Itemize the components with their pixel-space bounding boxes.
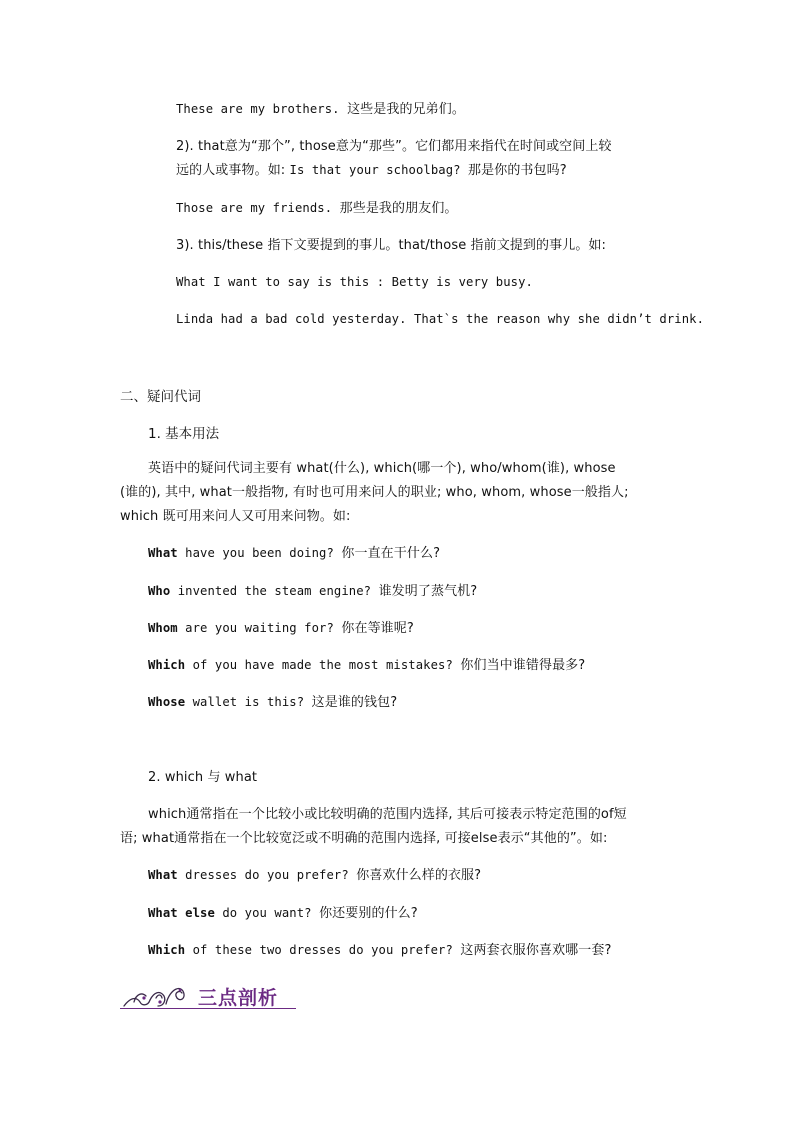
paragraph-text: 英语中的疑问代词主要有 what(什么), which(哪一个), who/whom(谁), whose [148, 461, 616, 476]
paragraph-text: (谁的), 其中, what一般指物, 有时也可用来问人的职业; who, whom, whose一般指人; [120, 485, 629, 500]
english-text: of you have made the most mistakes? [185, 658, 461, 672]
paragraph-text: 3). this/these 指下文要提到的事儿。that/those 指前文提到的事儿。如: [176, 238, 606, 253]
floral-ornament-icon [120, 978, 196, 1010]
subsection-heading [148, 769, 257, 786]
section-title: 三点剖析 [198, 987, 279, 1009]
chinese-text: 这是谁的钱包? [311, 695, 398, 710]
example-line [148, 867, 481, 884]
example-line [176, 311, 704, 327]
subsection-text: 2. which 与 what [148, 770, 258, 785]
example-line [148, 657, 585, 674]
paragraph-line [120, 508, 350, 525]
chinese-text: 谁发明了蒸气机? [378, 584, 478, 599]
example-line [148, 545, 440, 562]
english-text: of these two dresses do you prefer? [185, 943, 461, 957]
example-line [148, 620, 414, 637]
title-underline [120, 1008, 296, 1009]
keyword: Which [148, 658, 186, 672]
section-banner [120, 978, 296, 1012]
chinese-text: 那些是我的朋友们。 [339, 201, 458, 216]
keyword: Which [148, 943, 186, 957]
keyword: Whom [148, 621, 178, 635]
chinese-text: 这些是我的兄弟们。 [347, 102, 465, 117]
paragraph-text: which 既可用来问人又可用来问物。如: [120, 509, 351, 524]
paragraph-text: 2). that意为“那个”, those意为“那些”。它们都用来指代在时间或空间上较 [176, 139, 612, 154]
chinese-text: 你一直在干什么? [341, 546, 441, 561]
english-text: have you been doing? [177, 546, 342, 560]
section-heading: 二、疑问代词 [120, 389, 201, 405]
keyword: What [148, 868, 178, 882]
paragraph-line [120, 484, 629, 501]
chinese-text: 你还要别的什么? [319, 906, 418, 921]
paragraph-line [176, 138, 612, 155]
paragraph-line [176, 237, 606, 254]
english-text: Is that your schoolbag? [289, 163, 469, 177]
paragraph-text: 语; what通常指在一个比较宽泛或不明确的范围内选择, 可接else表示“其他的”。如: [120, 831, 608, 846]
example-line [176, 200, 458, 217]
chinese-text: 那是你的书包吗? [468, 163, 567, 178]
paragraph-text: which通常指在一个比较小或比较明确的范围内选择, 其后可接表示特定范围的of短 [148, 807, 627, 822]
chinese-text: 你们当中谁错得最多? [460, 658, 586, 673]
chinese-text: 你喜欢什么样的衣服? [356, 868, 482, 883]
paragraph-line [176, 162, 567, 179]
chinese-text: 你在等谁呢? [341, 621, 414, 636]
english-text: do you want? [214, 906, 320, 920]
paragraph-line [148, 806, 627, 823]
english-text: Linda had a bad cold yesterday. That`s the reason why she didn’t drink. [176, 312, 705, 326]
english-text: invented the steam engine? [170, 584, 379, 598]
english-text: These are my brothers. [176, 102, 348, 116]
english-text: What I want to say is this : Betty is very busy. [176, 275, 533, 289]
keyword: Who [148, 584, 171, 598]
example-line [148, 583, 477, 600]
keyword: What else [148, 906, 215, 920]
paragraph-text: 远的人或事物。如: [176, 163, 290, 178]
example-line [148, 905, 418, 922]
keyword: What [148, 546, 178, 560]
english-text: are you waiting for? [177, 621, 342, 635]
subsection-heading: 1. 基本用法 [148, 426, 220, 442]
keyword: Whose [148, 695, 186, 709]
example-line [176, 274, 533, 290]
example-line [148, 942, 611, 959]
english-text: wallet is this? [185, 695, 312, 709]
example-line [176, 101, 465, 118]
english-text: dresses do you prefer? [177, 868, 357, 882]
example-line [148, 694, 397, 711]
paragraph-line [120, 830, 607, 847]
paragraph-line [148, 460, 616, 477]
english-text: Those are my friends. [176, 201, 340, 215]
chinese-text: 这两套衣服你喜欢哪一套? [460, 943, 612, 958]
